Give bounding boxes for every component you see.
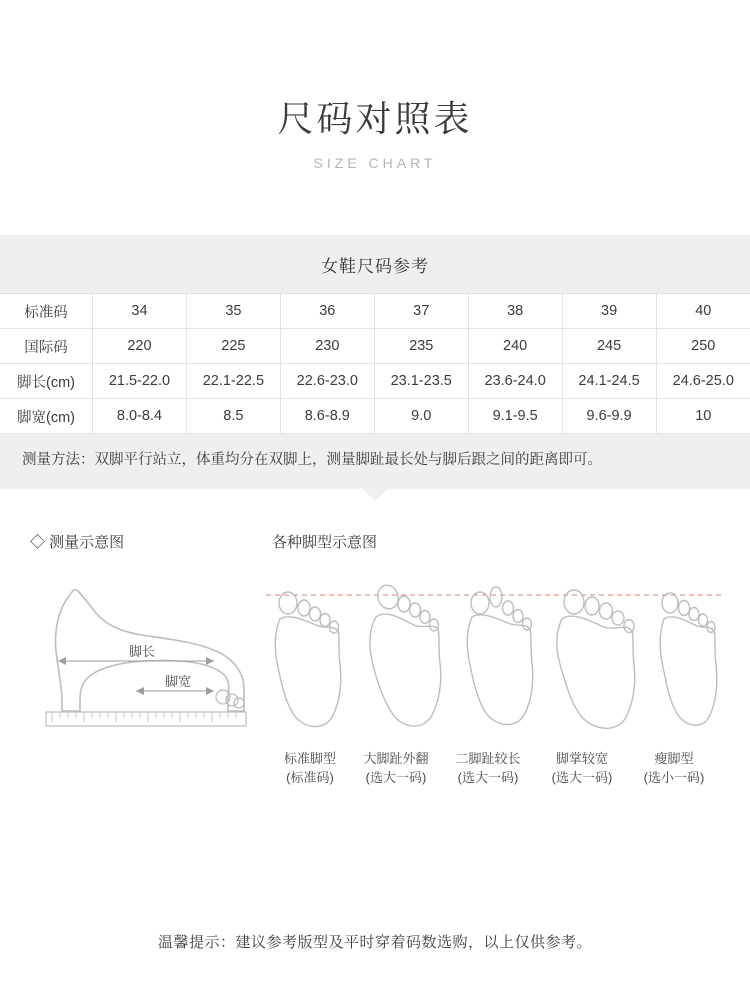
table-cell: 40	[656, 294, 750, 329]
row-label: 标准码	[0, 294, 93, 329]
foot-type-name: 二脚趾较长	[455, 750, 521, 766]
page-subtitle: SIZE CHART	[313, 155, 437, 171]
table-cell: 22.6-23.0	[280, 364, 374, 399]
table-cell: 24.1-24.5	[562, 364, 656, 399]
table-cell: 230	[280, 329, 374, 364]
table-cell: 21.5-22.0	[93, 364, 187, 399]
page-header	[0, 0, 750, 171]
table-cell: 36	[280, 294, 374, 329]
table-cell: 38	[468, 294, 562, 329]
footer-tip: 温馨提示：建议参考版型及平时穿着码数选购，以上仅供参考。	[157, 934, 592, 951]
foot-type-advice: (选大一码)	[365, 770, 427, 786]
measure-diagram-title: ◇ 测量示意图	[30, 533, 125, 551]
table-cell: 23.1-23.5	[374, 364, 468, 399]
size-table	[0, 293, 750, 434]
foot-type-name: 大脚趾外翻	[363, 750, 429, 766]
foot-types-illustration	[258, 565, 730, 745]
table-cell: 245	[562, 329, 656, 364]
foot-type-caption	[348, 749, 444, 788]
foot-type-name: 脚掌较宽	[555, 750, 608, 766]
foot-measure-illustration	[18, 569, 248, 754]
table-caption: 女鞋尺码参考	[0, 235, 750, 293]
table-cell: 8.0-8.4	[93, 399, 187, 434]
foot-type-advice: (选大一码)	[457, 770, 519, 786]
row-label: 脚宽(cm)	[0, 399, 93, 434]
table-cell: 10	[656, 399, 750, 434]
foot-type-advice: (选小一码)	[643, 770, 705, 786]
table-cell: 34	[93, 294, 187, 329]
row-label: 国际码	[0, 329, 93, 364]
foot-type-name: 瘦脚型	[654, 750, 694, 766]
row-label: 脚长(cm)	[0, 364, 93, 399]
table-row	[0, 364, 750, 399]
table-cell: 24.6-25.0	[656, 364, 750, 399]
page-title: 尺码对照表	[277, 98, 473, 139]
table-row	[0, 294, 750, 329]
measurement-method-note: 测量方法：双脚平行站立，体重均分在双脚上，测量脚趾最长处与脚后跟之间的距离即可。	[0, 434, 750, 489]
table-cell: 250	[656, 329, 750, 364]
table-cell: 8.5	[186, 399, 280, 434]
table-cell: 235	[374, 329, 468, 364]
table-cell: 35	[186, 294, 280, 329]
table-cell: 9.1-9.5	[468, 399, 562, 434]
foot-length-label: 脚长	[126, 641, 158, 660]
table-cell: 220	[93, 329, 187, 364]
table-cell: 240	[468, 329, 562, 364]
table-cell: 23.6-24.0	[468, 364, 562, 399]
foot-types-title: 各种脚型示意图	[272, 533, 378, 551]
table-row	[0, 329, 750, 364]
table-cell: 39	[562, 294, 656, 329]
foot-type-caption	[440, 749, 536, 788]
foot-width-label: 脚宽	[162, 671, 194, 690]
foot-type-caption	[534, 749, 630, 788]
table-cell: 37	[374, 294, 468, 329]
foot-type-caption	[262, 749, 358, 788]
table-row	[0, 399, 750, 434]
diagram-section	[0, 517, 750, 847]
table-cell: 8.6-8.9	[280, 399, 374, 434]
table-cell: 22.1-22.5	[186, 364, 280, 399]
table-cell: 9.6-9.9	[562, 399, 656, 434]
table-cell: 225	[186, 329, 280, 364]
foot-type-name: 标准脚型	[283, 750, 336, 766]
foot-type-advice: (选大一码)	[551, 770, 613, 786]
table-cell: 9.0	[374, 399, 468, 434]
arrow-down-icon	[0, 489, 750, 505]
foot-type-caption	[626, 749, 722, 788]
foot-type-advice: (标准码)	[286, 770, 334, 786]
size-table-block	[0, 235, 750, 505]
